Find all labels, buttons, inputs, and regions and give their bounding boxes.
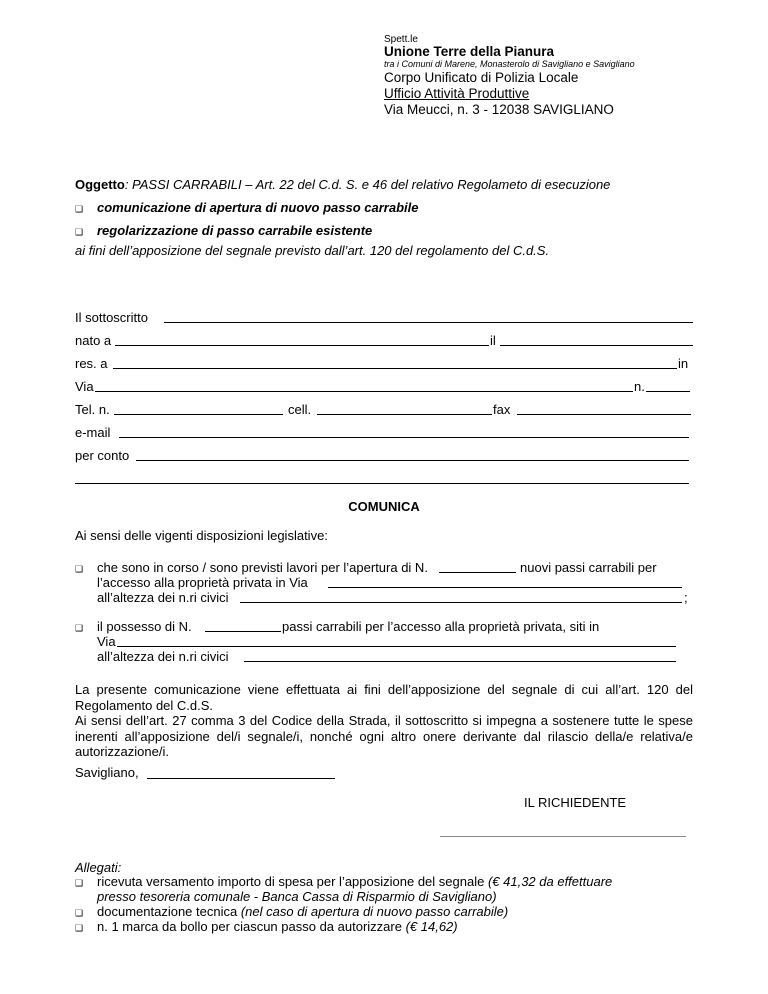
paragraph-impegno: Ai sensi dell’art. 27 comma 3 del Codice della Strada, il sottoscritto si impegna a sostenere tutte le spese inerenti all’apposizione del/i segnale/i, nonché ogni altro onere derivante dal rilascio della/e relativa/e autorizzazione/i.: [75, 713, 693, 759]
item-possesso-text-d: all’altezza dei n.ri civici: [97, 649, 229, 664]
semicolon: ;: [684, 590, 688, 605]
attachment-documentazione-text: documentazione tecnica: [97, 904, 238, 919]
field-civici-lavori[interactable]: [240, 602, 682, 603]
field-cell[interactable]: [317, 414, 492, 415]
signature-label: IL RICHIEDENTE: [524, 795, 627, 810]
field-per-conto-cont[interactable]: [75, 483, 689, 484]
item-possesso-text-c: Via: [97, 634, 116, 649]
field-sottoscritto[interactable]: [164, 322, 693, 323]
field-nato-a[interactable]: [115, 345, 489, 346]
subject-text: : PASSI CARRABILI – Art. 22 del C.d. S. e 46 del relativo Regolameto di esecuzione: [124, 177, 611, 192]
checkbox-bollo-icon[interactable]: ❑: [75, 923, 84, 933]
attachment-ricevuta-note: (€ 41,32 da effettuare: [487, 874, 613, 889]
label-n: n.: [634, 379, 645, 394]
attachment-documentazione-note: (nel caso di apertura di nuovo passo carrabile): [240, 904, 509, 919]
line-per-conto-2: [75, 470, 693, 485]
field-via[interactable]: [95, 391, 633, 392]
label-in: in: [678, 356, 689, 371]
field-residenza[interactable]: [113, 368, 677, 369]
checkbox-possesso-icon[interactable]: ❑: [75, 623, 84, 633]
attachment-ricevuta: [97, 874, 612, 889]
line-email: [75, 424, 693, 439]
line-nato: [75, 332, 693, 347]
field-civici-possesso[interactable]: [244, 661, 676, 662]
field-email[interactable]: [119, 437, 689, 438]
attachment-documentazione: [97, 904, 508, 919]
attachment-ricevuta-text: ricevuta versamento importo di spesa per l’apposizione del segnale: [97, 874, 485, 889]
option-regularize: regolarizzazione di passo carrabile esistente: [97, 223, 373, 238]
label-sottoscritto: Il sottoscritto: [75, 310, 148, 325]
line-per-conto: [75, 447, 693, 462]
label-via: Via: [75, 379, 94, 394]
subject: [75, 178, 610, 191]
subject-label: Oggetto: [75, 177, 125, 192]
attachment-bollo-text: n. 1 marca da bollo per ciascun passo da autorizzare: [97, 919, 402, 934]
label-fax: fax: [493, 402, 511, 417]
department: Corpo Unificato di Polizia Locale: [384, 70, 579, 85]
label-res: res. a: [75, 356, 108, 371]
comunica-heading: COMUNICA: [348, 499, 420, 514]
attachment-bollo: [97, 919, 458, 934]
address: Via Meucci, n. 3 - 12038 SAVIGLIANO: [384, 102, 614, 117]
field-data-nascita[interactable]: [500, 345, 693, 346]
item-lavori-text-a: che sono in corso / sono previsti lavori per l’apertura di N.: [97, 560, 428, 575]
attachment-ricevuta-cont: [97, 889, 497, 904]
field-per-conto[interactable]: [136, 460, 689, 461]
label-email: e-mail: [75, 425, 111, 440]
line-residenza: [75, 355, 693, 370]
label-tel: Tel. n.: [75, 402, 110, 417]
purpose-text: ai fini dell’apposizione del segnale previsto dall’art. 120 del regolamento del C.d.S.: [75, 243, 550, 258]
field-num-nuovi[interactable]: [439, 572, 516, 573]
attachments-title: Allegati:: [75, 860, 122, 875]
checkbox-regularize-icon[interactable]: ❑: [75, 227, 84, 237]
signature-line[interactable]: [440, 836, 686, 837]
field-via-lavori[interactable]: [328, 587, 682, 588]
spett-label: Spett.le: [384, 34, 418, 45]
sensi-text: Ai sensi delle vigenti disposizioni legislative:: [75, 528, 328, 543]
field-via-possesso[interactable]: [117, 646, 676, 647]
org-name: Unione Terre della Pianura: [384, 44, 555, 59]
checkbox-documentazione-icon[interactable]: ❑: [75, 908, 84, 918]
label-per-conto: per conto: [75, 448, 130, 463]
item-possesso-text-a: il possesso di N.: [97, 619, 192, 634]
field-date[interactable]: [147, 778, 335, 779]
office: Ufficio Attività Produttive: [384, 86, 530, 101]
label-cell: cell.: [288, 402, 312, 417]
paragraph-finalita: La presente comunicazione viene effettuata ai fini dell’apposizione del segnale di cui all’art. 120 del Regolamento del C.d.S.: [75, 682, 693, 713]
field-tel[interactable]: [114, 414, 283, 415]
field-civico[interactable]: [646, 391, 690, 392]
checkbox-ricevuta-icon[interactable]: ❑: [75, 878, 84, 888]
item-lavori-text-b: nuovi passi carrabili per: [520, 560, 657, 575]
checkbox-new-icon[interactable]: ❑: [75, 204, 84, 214]
checkbox-lavori-icon[interactable]: ❑: [75, 564, 84, 574]
line-sottoscritto: [75, 309, 693, 324]
org-subtitle: tra i Comuni di Marene, Monasterolo di Savigliano e Savigliano: [384, 59, 635, 69]
option-new: comunicazione di apertura di nuovo passo carrabile: [97, 200, 419, 215]
line-contatti: [75, 401, 693, 416]
attachment-bollo-note: (€ 14,62): [405, 919, 458, 934]
field-num-possesso[interactable]: [205, 631, 281, 632]
label-il: il: [490, 333, 496, 348]
item-lavori-text-d: all’altezza dei n.ri civici: [97, 590, 229, 605]
place-label: Savigliano,: [75, 765, 139, 780]
label-nato: nato a: [75, 333, 112, 348]
item-lavori-text-c: l’accesso alla proprietà privata in Via: [97, 575, 308, 590]
item-possesso-text-b: passi carrabili per l’accesso alla proprietà privata, siti in: [282, 619, 600, 634]
line-via: [75, 378, 693, 393]
attachment-ricevuta-note-2: presso tesoreria comunale - Banca Cassa di Risparmio di Savigliano): [97, 889, 497, 904]
field-fax[interactable]: [517, 414, 691, 415]
